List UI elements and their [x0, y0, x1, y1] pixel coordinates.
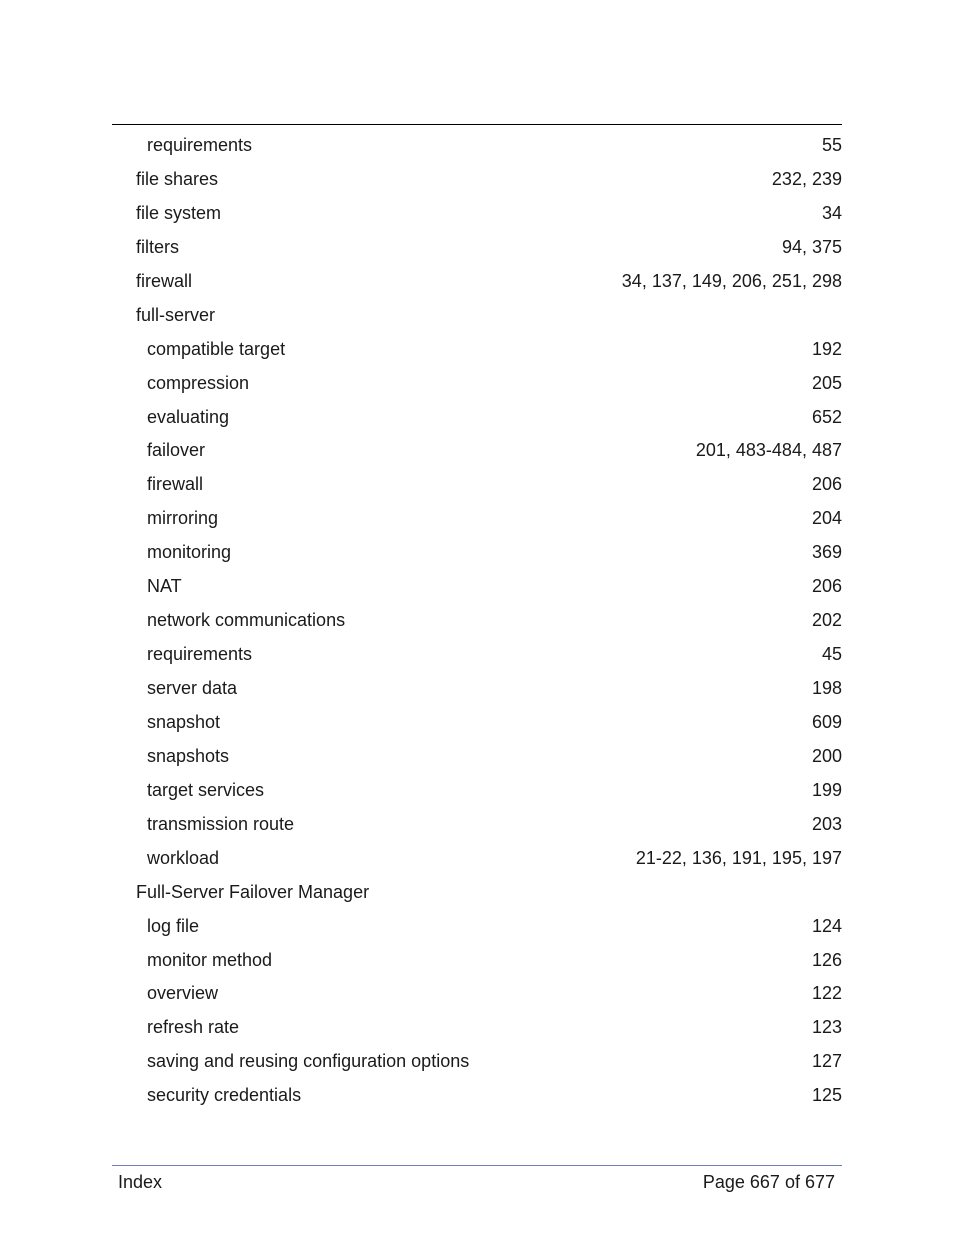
index-page-refs: 127 — [811, 1051, 842, 1072]
footer-rule — [112, 1165, 842, 1166]
index-term: target services — [147, 779, 265, 800]
index-page-refs: 94, 375 — [781, 236, 842, 257]
index-entry — [112, 434, 842, 468]
index-entry — [112, 944, 842, 978]
index-term: transmission route — [147, 813, 295, 834]
index-page-refs: 34, 137, 149, 206, 251, 298 — [621, 270, 842, 291]
index-page-refs: 122 — [811, 983, 842, 1004]
index-entry — [112, 401, 842, 435]
index-page-refs: 198 — [811, 678, 842, 698]
index-term: monitoring — [147, 542, 232, 563]
index-page-refs: 206 — [811, 474, 842, 495]
index-page-refs: 202 — [811, 610, 842, 631]
index-term: snapshot — [147, 711, 221, 732]
index-term: workload — [147, 847, 220, 868]
index-term: compression — [147, 372, 250, 393]
header-rule — [112, 124, 842, 125]
index-entry — [112, 740, 842, 774]
index-entry — [112, 231, 842, 265]
index-page-refs: 126 — [811, 949, 842, 970]
index-page-refs: 124 — [811, 915, 842, 936]
index-page-refs: 21-22, 136, 191, 195, 197 — [635, 847, 842, 868]
index-entry — [112, 197, 842, 231]
index-term: snapshots — [147, 745, 230, 766]
index-term: server data — [147, 678, 238, 698]
index-list — [112, 129, 842, 1113]
index-page-refs: 369 — [811, 542, 842, 563]
index-entry — [112, 468, 842, 502]
index-term: failover — [147, 440, 206, 461]
index-entry — [112, 638, 842, 672]
index-term: Full-Server Failover Manager — [136, 881, 370, 902]
index-entry — [112, 774, 842, 808]
index-entry — [112, 333, 842, 367]
index-entry — [112, 977, 842, 1011]
index-entry — [112, 367, 842, 401]
index-entry — [112, 163, 842, 197]
index-entry — [112, 706, 842, 740]
index-page-refs: 55 — [821, 135, 842, 155]
index-term: requirements — [147, 135, 253, 155]
index-page-refs: 34 — [821, 202, 842, 223]
index-entry — [112, 1079, 842, 1113]
index-entry — [112, 1045, 842, 1079]
index-term: refresh rate — [147, 1017, 240, 1038]
footer-page-number: Page 667 of 677 — [702, 1172, 835, 1192]
index-term: compatible target — [147, 338, 286, 359]
index-term: firewall — [136, 270, 193, 291]
index-term: mirroring — [147, 508, 219, 529]
index-term: network communications — [147, 610, 346, 631]
index-entry — [112, 808, 842, 842]
index-page-refs: 200 — [811, 745, 842, 766]
index-page-refs: 609 — [811, 711, 842, 732]
index-page-refs: 201, 483-484, 487 — [695, 440, 842, 461]
index-page-refs: 123 — [811, 1017, 842, 1038]
index-entry — [112, 604, 842, 638]
index-entry — [112, 536, 842, 570]
index-entry — [112, 876, 842, 910]
index-entry — [112, 672, 842, 706]
index-entry — [112, 129, 842, 163]
index-page-refs: 125 — [811, 1085, 842, 1106]
index-page-refs: 204 — [811, 508, 842, 529]
index-term: monitor method — [147, 949, 273, 970]
index-page-refs: 206 — [811, 576, 842, 597]
index-page-refs: 652 — [811, 406, 842, 427]
index-entry — [112, 1011, 842, 1045]
index-term: overview — [147, 983, 219, 1004]
index-term: log file — [147, 915, 200, 936]
index-entry — [112, 910, 842, 944]
index-term: file system — [136, 202, 222, 223]
footer-section-title: Index — [118, 1172, 163, 1192]
index-term: file shares — [136, 168, 219, 189]
index-entry — [112, 299, 842, 333]
index-page-refs: 45 — [821, 644, 842, 665]
index-term: evaluating — [147, 406, 230, 427]
index-term: full-server — [136, 304, 216, 325]
index-page-refs: 192 — [811, 338, 842, 359]
index-term: NAT — [147, 576, 182, 597]
index-entry — [112, 570, 842, 604]
index-page-refs: 199 — [811, 779, 842, 800]
index-page-refs: 205 — [811, 372, 842, 393]
index-entry — [112, 502, 842, 536]
index-term: saving and reusing configuration options — [147, 1051, 470, 1072]
index-term: security credentials — [147, 1085, 302, 1106]
index-page-refs: 232, 239 — [771, 168, 842, 189]
index-term: firewall — [147, 474, 204, 495]
index-term: filters — [136, 236, 180, 257]
index-entry — [112, 265, 842, 299]
index-entry — [112, 842, 842, 876]
index-page-refs: 203 — [811, 813, 842, 834]
index-term: requirements — [147, 644, 253, 665]
